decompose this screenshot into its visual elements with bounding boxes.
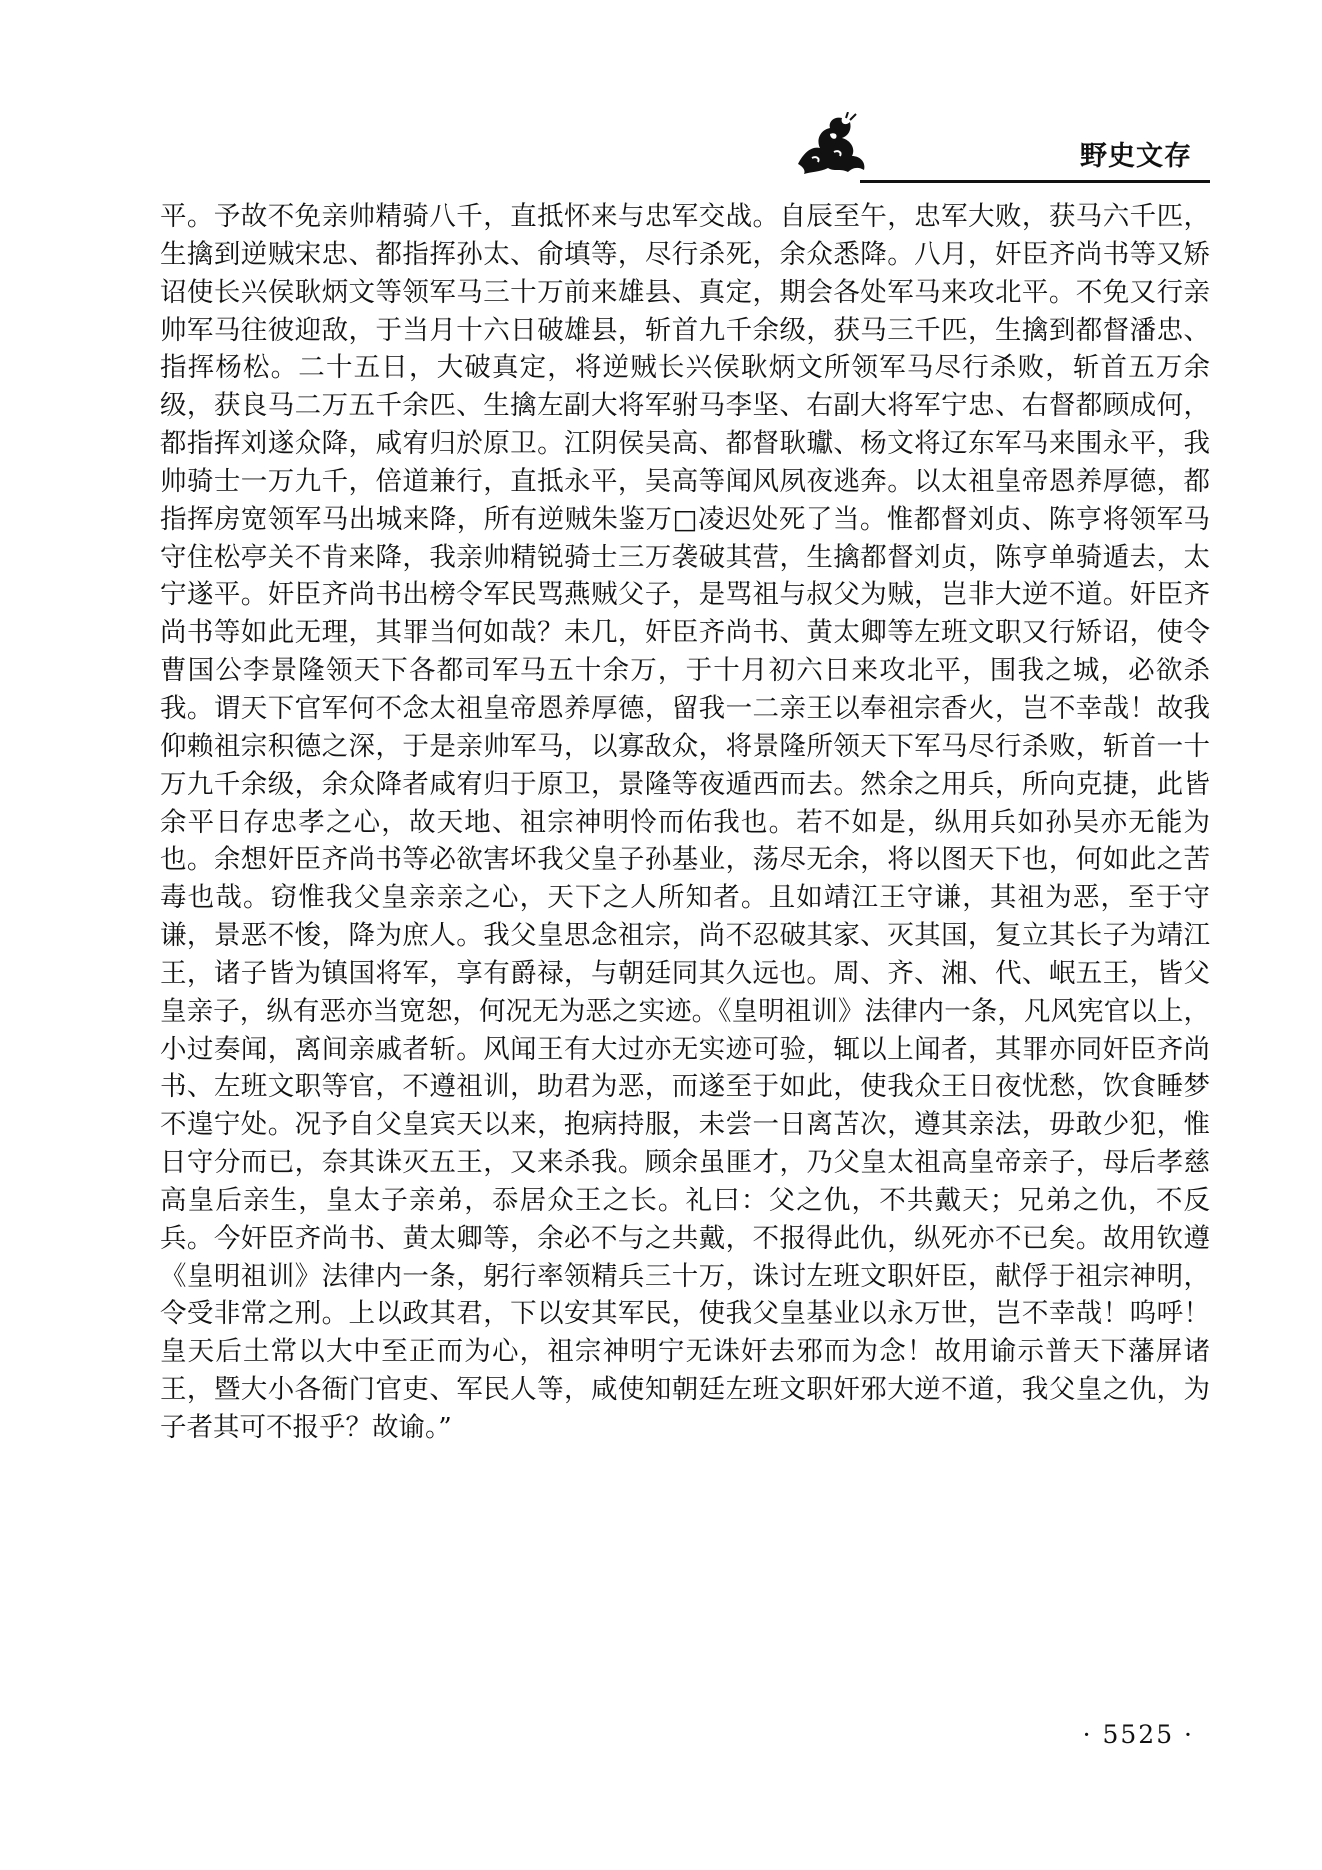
dragon-emblem-icon	[790, 112, 880, 182]
page-header	[790, 112, 1210, 192]
page-number: · 5525 ·	[1082, 1720, 1194, 1749]
running-header-title: 野史文存	[1080, 141, 1192, 172]
body-text: 平。予故不免亲帅精骑八千，直抵怀来与忠军交战。自辰至午，忠军大败，获马六千匹，生擒到逆贼宋忠、都指挥孙太、俞填等，尽行杀死，余众悉降。八月，奸臣齐尚书等又矫诏使长兴侯耿炳文等领军马三十万前来雄县、真定，期会各处军马来攻北平。不免又行亲帅军马往彼迎敌，于当月十六日破雄县，斩首九千余级，获马三千匹，生擒到都督潘忠、指挥杨松。二十五日，大破真定，将逆贼长兴侯耿炳文所领军马尽行杀败，斩首五万余级，获良马二万五千余匹、生擒左副大将军驸马李坚、右副大将军宁忠、右督都顾成何，都指挥刘遂众降，咸宥归於原卫。江阴侯吴高、都督耿瓛、杨文将辽东军马来围永平，我帅骑士一万九千，倍道兼行，直抵永平，吴高等闻风夙夜逃奔。以太祖皇帝恩养厚德，都指挥房宽领军马出城来降，所有逆贼朱鉴万□凌迟处死了当。惟都督刘贞、陈亨将领军马守住松亭关不肯来降，我亲帅精锐骑士三万袭破其营，生擒都督刘贞，陈亨单骑遁去，太宁遂平。奸臣齐尚书出榜令军民骂燕贼父子，是骂祖与叔父为贼，岂非大逆不道。奸臣齐尚书等如此无理，其罪当何如哉？未几，奸臣齐尚书、黄太卿等左班文职又行矫诏，使令曹国公李景隆领天下各都司军马五十余万，于十月初六日来攻北平，围我之城，必欲杀我。谓天下官军何不念太祖皇帝恩养厚德，留我一二亲王以奉祖宗香火，岂不幸哉！故我仰赖祖宗积德之深，于是亲帅军马，以寡敌众，将景隆所领天下军马尽行杀败，斩首一十万九千余级，余众降者咸宥归于原卫，景隆等夜遁西而去。然余之用兵，所向克捷，此皆余平日存忠孝之心，故天地、祖宗神明怜而佑我也。若不如是，纵用兵如孙吴亦无能为也。余想奸臣齐尚书等必欲害坏我父皇子孙基业，荡尽无余，将以图天下也，何如此之苦毒也哉。窃惟我父皇亲亲之心，天下之人所知者。且如靖江王守谦，其祖为恶，至于守谦，景恶不悛，降为庶人。我父皇思念祖宗，尚不忍破其家、灭其国，复立其长子为靖江王，诸子皆为镇国将军，享有爵禄，与朝廷同其久远也。周、齐、湘、代、岷五王，皆父皇亲子，纵有恶亦当宽恕，何况无为恶之实迹。《皇明祖训》法律内一条，凡风宪官以上，小过奏闻，离间亲戚者斩。风闻王有大过亦无实迹可验，辄以上闻者，其罪亦同奸臣齐尚书、左班文职等官，不遵祖训，助君为恶，而遂至于如此，使我众王日夜忧愁，饮食睡梦不遑宁处。况予自父皇宾天以来，抱病持服，未尝一日离苫次，遵其亲法，毋敢少犯，惟日守分而已，奈其诛灭五王，又来杀我。顾余虽匪才，乃父皇太祖高皇帝亲子，母后孝慈高皇后亲生，皇太子亲弟，忝居众王之长。礼曰：父之仇，不共戴天；兄弟之仇，不反兵。今奸臣齐尚书、黄太卿等，余必不与之共戴，不报得此仇，纵死亦不已矣。故用钦遵《皇明祖训》法律内一条，躬行率领精兵三十万，诛讨左班文职奸臣，献俘于祖宗神明，令受非常之刑。上以政其君，下以安其军民，使我父皇基业以永万世，岂不幸哉！呜呼！皇天后土常以大中至正而为心，祖宗神明宁无诛奸去邪而为念！故用谕示普天下藩屏诸王，暨大小各衙门官吏、军民人等，咸使知朝廷左班文职奸邪大逆不道，我父皇之仇，为子者其可不报乎？故谕。”	[160, 201, 1210, 1443]
header-rule	[860, 180, 1210, 183]
